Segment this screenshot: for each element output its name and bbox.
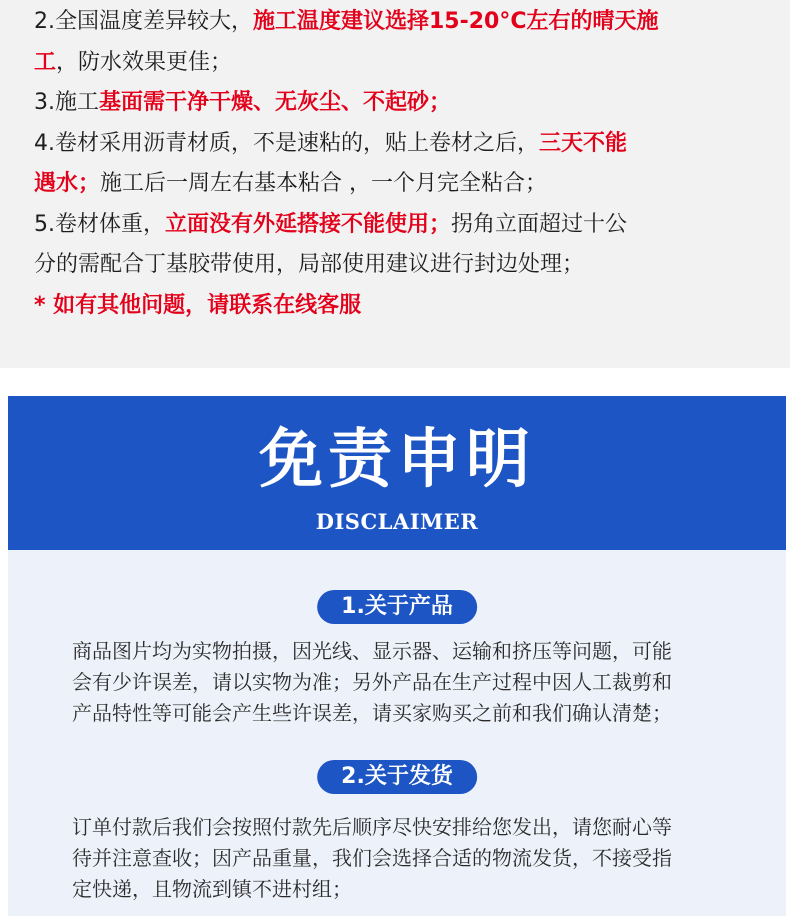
note-3-highlight: 基面需干净干燥、无灰尘、不起砂； bbox=[99, 90, 452, 115]
banner-subtitle: DISCLAIMER bbox=[315, 509, 479, 534]
contact-service-note: * 如有其他问题，请联系在线客服 bbox=[34, 292, 362, 318]
paragraph-line: 会有少许误差，请以实物为准；另外产品在生产过程中因人工裁剪和 bbox=[72, 670, 672, 694]
disclaimer-body bbox=[8, 550, 786, 916]
section-shipping-text bbox=[72, 812, 762, 905]
note-5-line-1 bbox=[34, 205, 790, 246]
paragraph-line: 产品特性等可能会产生些许误差，请买家购买之前和我们确认清楚； bbox=[72, 701, 672, 725]
paragraph-line: 商品图片均为实物拍摄，因光线、显示器、运输和挤压等问题，可能 bbox=[72, 639, 672, 663]
note-2-line-1 bbox=[34, 2, 790, 43]
paragraph-line: 待并注意查收；因产品重量，我们会选择合适的物流发货，不接受指 bbox=[72, 846, 672, 870]
installation-notes bbox=[0, 0, 790, 368]
note-2-highlight: 施工温度建议选择15-20°C左右的晴天施 bbox=[253, 9, 659, 34]
note-2-highlight-cont: 工 bbox=[34, 49, 57, 75]
note-2-text-cont: ，防水效果更佳； bbox=[56, 49, 233, 75]
section-heading-product: 1.关于产品 bbox=[317, 590, 477, 624]
note-5-text-2: 拐角立面超过十公 bbox=[451, 211, 628, 237]
banner-title: 免责申明 bbox=[259, 423, 535, 497]
section-product-text bbox=[72, 636, 762, 729]
note-4-line-1 bbox=[34, 124, 790, 165]
note-2-line-2 bbox=[34, 43, 790, 84]
note-5-text-cont: 分的需配合丁基胶带使用，局部使用建议进行封边处理； bbox=[34, 252, 585, 277]
disclaimer-banner bbox=[8, 396, 786, 550]
note-4-text: 4.卷材采用沥青材质，不是速粘的，贴上卷材之后， bbox=[34, 130, 539, 156]
note-4-text-cont: 施工后一周左右基本粘合 ，一个月完全粘合； bbox=[100, 171, 548, 196]
section-heading-shipping: 2.关于发货 bbox=[317, 760, 477, 794]
note-3 bbox=[34, 83, 790, 124]
note-4-highlight-cont: 遇水； bbox=[34, 171, 101, 196]
paragraph-line: 订单付款后我们会按照付款先后顺序尽快安排给您发出，请您耐心等 bbox=[72, 815, 672, 839]
note-3-text: 3.施工 bbox=[34, 90, 99, 115]
paragraph-line: 定快递，且物流到镇不进村组； bbox=[72, 877, 352, 901]
note-2-text: 2.全国温度差异较大， bbox=[34, 9, 253, 34]
note-5-line-2 bbox=[34, 245, 790, 286]
note-4-highlight: 三天不能 bbox=[539, 130, 628, 156]
note-5-highlight: 立面没有外延搭接不能使用； bbox=[165, 211, 452, 237]
note-4-line-2 bbox=[34, 164, 790, 205]
note-5-text: 5.卷材体重， bbox=[34, 211, 165, 237]
